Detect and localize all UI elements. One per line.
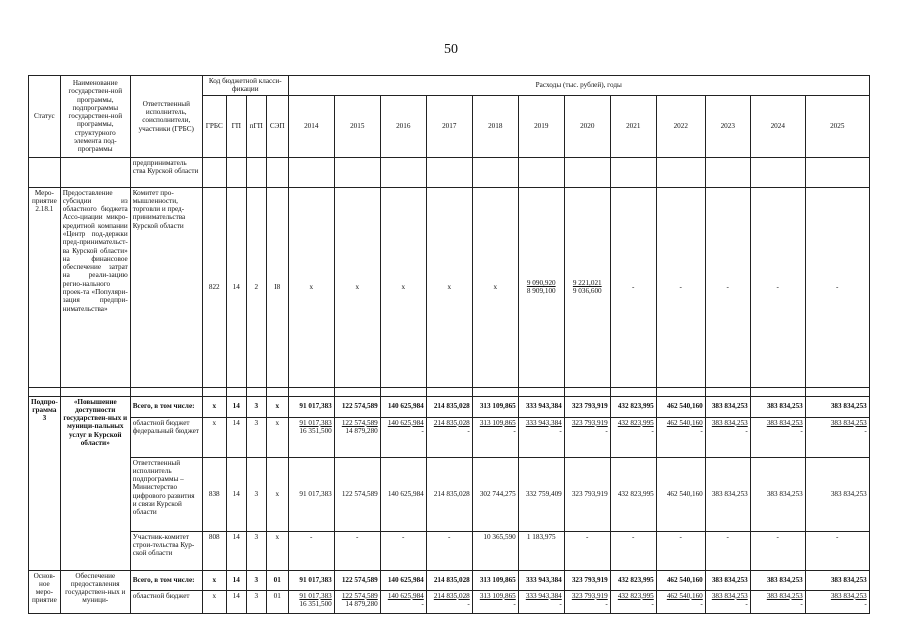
value-cell: 432 823,995 [610, 396, 656, 417]
regional-value: 122 574,589 [341, 418, 378, 427]
value-cell: - [656, 531, 705, 570]
value-cell [610, 417, 656, 457]
header-budget-code: Код бюджетной класси-фикации [202, 76, 288, 96]
value-cell: - [705, 187, 750, 387]
name-cell: Предоставление субсидии из областного бюджета Ассо-циации микро-кредитной компании «Центр под-держки пред-принимательст-ва Курской области» на финансовое обеспечение затрат на реали-зацию регио-нального проек-та «Популяри-зация предпри-нимательства» [60, 187, 130, 387]
table-row-continuation [29, 157, 870, 187]
regional-value: 91 017,383 [299, 418, 332, 427]
regional-value: 462 540,160 [666, 418, 703, 427]
value-cell [656, 590, 705, 613]
value-cell [334, 590, 380, 613]
value-cell: 91 017,383 [288, 457, 334, 531]
header-year: 2015 [334, 95, 380, 157]
regional-value: 383 834,253 [830, 418, 867, 427]
value-cell: 432 823,995 [610, 457, 656, 531]
value-cell: 323 793,919 [564, 396, 610, 417]
federal-value: - [467, 599, 470, 608]
value-cell: x [334, 187, 380, 387]
code-gp: 14 [226, 590, 246, 613]
value-cell: x [380, 187, 426, 387]
value-cell [288, 590, 334, 613]
value-cell: 333 943,384 [518, 570, 564, 590]
federal-value: - [745, 426, 748, 435]
code-gp: 14 [226, 187, 246, 387]
value-cell: - [610, 531, 656, 570]
budget-table [28, 75, 870, 614]
value-cell: 323 793,919 [564, 457, 610, 531]
value-cell [518, 590, 564, 613]
header-year: 2014 [288, 95, 334, 157]
federal-value: - [700, 426, 703, 435]
value-cell-2020 [564, 187, 610, 387]
value-cell [705, 590, 750, 613]
value-cell [805, 417, 869, 457]
value-cell: - [805, 187, 869, 387]
regional-value: 214 835,028 [433, 591, 470, 600]
value-cell: - [750, 531, 805, 570]
federal-value: 16 351,500 [299, 426, 332, 435]
value-cell [426, 590, 472, 613]
code-sep: x [266, 417, 288, 457]
regional-value: 91 017,383 [299, 591, 332, 600]
code-sep: x [266, 457, 288, 531]
value-cell: 313 109,865 [472, 396, 518, 417]
value-cell: - [288, 531, 334, 570]
value-2019-b: 8 909,100 [526, 287, 556, 296]
value-cell: 462 540,160 [656, 570, 705, 590]
table-row-subprogram-3-committee [29, 531, 870, 570]
regional-value: 333 943,384 [525, 418, 562, 427]
regional-value: 462 540,160 [666, 591, 703, 600]
value-cell: 462 540,160 [656, 457, 705, 531]
code-grbs: 838 [202, 457, 226, 531]
code-pgp: 3 [246, 417, 266, 457]
value-cell: 302 744,275 [472, 457, 518, 531]
code-grbs: 808 [202, 531, 226, 570]
code-grbs: x [202, 396, 226, 417]
federal-value: 16 351,500 [299, 599, 332, 608]
executor-cell: Участник-комитет строи-тельства Кур-ской области [130, 531, 202, 570]
table-row-measure-2-18-1 [29, 187, 870, 387]
header-executor: Ответственный исполнитель, соисполнители, участники (ГРБС) [130, 76, 202, 158]
value-cell: - [705, 531, 750, 570]
executor-cell: Всего, в том числе: [130, 396, 202, 417]
header-year: 2018 [472, 95, 518, 157]
federal-value: - [745, 599, 748, 608]
federal-value: - [421, 426, 424, 435]
value-cell: 91 017,383 [288, 396, 334, 417]
header-sep: СЭП [266, 95, 288, 157]
value-cell [288, 417, 334, 457]
value-2019-a: 9 090,920 [526, 278, 556, 287]
code-pgp: 3 [246, 396, 266, 417]
value-cell [564, 417, 610, 457]
code-pgp: 3 [246, 531, 266, 570]
regional-value: 383 834,253 [766, 418, 803, 427]
value-cell: 323 793,919 [564, 570, 610, 590]
regional-value: 214 835,028 [433, 418, 470, 427]
value-cell [334, 417, 380, 457]
federal-value: - [559, 426, 562, 435]
header-year: 2019 [518, 95, 564, 157]
executor-cell: предприниматель ства Курской области [130, 157, 202, 187]
table-row-spacer [29, 387, 870, 396]
federal-value: - [421, 599, 424, 608]
value-cell: - [380, 531, 426, 570]
value-cell: 383 834,253 [805, 396, 869, 417]
value-cell: 1 183,975 [518, 531, 564, 570]
value-cell: 383 834,253 [750, 570, 805, 590]
header-grbs: ГРБС [202, 95, 226, 157]
regional-value: 432 823,995 [617, 591, 654, 600]
value-cell: - [610, 187, 656, 387]
value-cell [472, 590, 518, 613]
value-cell [610, 590, 656, 613]
regional-value: 122 574,589 [341, 591, 378, 600]
value-cell: x [472, 187, 518, 387]
federal-value: - [467, 426, 470, 435]
value-cell: 214 835,028 [426, 570, 472, 590]
code-gp: 14 [226, 570, 246, 590]
value-cell: - [656, 187, 705, 387]
regional-value: 333 943,384 [525, 591, 562, 600]
value-cell: 383 834,253 [705, 570, 750, 590]
value-cell [750, 590, 805, 613]
code-grbs: 822 [202, 187, 226, 387]
value-cell [380, 417, 426, 457]
executor-cell: Всего, в том числе: [130, 570, 202, 590]
federal-value: - [651, 599, 654, 608]
value-cell: 383 834,253 [750, 457, 805, 531]
header-year: 2021 [610, 95, 656, 157]
federal-value: 14 879,280 [345, 426, 378, 435]
value-cell-2019 [518, 187, 564, 387]
value-cell: 122 574,589 [334, 570, 380, 590]
value-cell: x [288, 187, 334, 387]
regional-value: 323 793,919 [571, 418, 608, 427]
federal-value: - [700, 599, 703, 608]
code-pgp: 3 [246, 570, 266, 590]
code-pgp: 3 [246, 590, 266, 613]
federal-value: - [559, 599, 562, 608]
header-pgp: пГП [246, 95, 266, 157]
regional-value: 140 625,984 [387, 591, 424, 600]
code-grbs: x [202, 590, 226, 613]
code-grbs: x [202, 570, 226, 590]
header-year: 2017 [426, 95, 472, 157]
value-cell: 10 365,590 [472, 531, 518, 570]
code-sep: 01 [266, 570, 288, 590]
value-cell: x [426, 187, 472, 387]
value-2020-a: 9 221,021 [572, 278, 602, 287]
value-cell [656, 417, 705, 457]
value-cell: 91 017,383 [288, 570, 334, 590]
value-cell: 462 540,160 [656, 396, 705, 417]
code-gp: 14 [226, 531, 246, 570]
value-cell: - [564, 531, 610, 570]
code-sep: I8 [266, 187, 288, 387]
value-cell [472, 417, 518, 457]
value-cell: - [750, 187, 805, 387]
header-gp: ГП [226, 95, 246, 157]
status-cell: Основ-ное меро-приятие [29, 570, 61, 613]
federal-value: - [605, 599, 608, 608]
value-cell [426, 417, 472, 457]
header-status: Статус [29, 76, 61, 158]
code-sep: x [266, 396, 288, 417]
code-gp: 14 [226, 417, 246, 457]
value-cell: 383 834,253 [805, 457, 869, 531]
header-name: Наименование государствен-ной программы, подпрограммы государствен-ной программы, структурного элемента под-программы [60, 76, 130, 158]
value-cell: 214 835,028 [426, 457, 472, 531]
value-cell: - [426, 531, 472, 570]
header-year: 2023 [705, 95, 750, 157]
value-cell: - [805, 531, 869, 570]
value-cell [805, 590, 869, 613]
value-cell: - [334, 531, 380, 570]
value-cell: 122 574,589 [334, 396, 380, 417]
value-cell [705, 417, 750, 457]
value-cell [380, 590, 426, 613]
regional-value: 313 109,865 [479, 591, 516, 600]
code-pgp: 2 [246, 187, 266, 387]
header-year: 2016 [380, 95, 426, 157]
regional-value: 383 834,253 [830, 591, 867, 600]
code-sep: 01 [266, 590, 288, 613]
header-year: 2022 [656, 95, 705, 157]
table-row-main-measure-total [29, 570, 870, 590]
executor-cell: областной бюджет [130, 590, 202, 613]
regional-value: 383 834,253 [711, 418, 748, 427]
value-cell: 383 834,253 [705, 457, 750, 531]
table-row-subprogram-3-regional [29, 417, 870, 457]
name-cell: Обеспечение предоставления государствен-ных и муници- [60, 570, 130, 613]
value-cell: 332 759,409 [518, 457, 564, 531]
federal-value: - [513, 599, 516, 608]
federal-value: - [605, 426, 608, 435]
regional-value: 383 834,253 [711, 591, 748, 600]
table-row-subprogram-3-total [29, 396, 870, 417]
federal-value: - [800, 599, 803, 608]
executor-cell: Ответственный исполнитель подпрограммы – Министерство цифрового развития и связи Курской области [130, 457, 202, 531]
header-year: 2024 [750, 95, 805, 157]
value-cell: 383 834,253 [705, 396, 750, 417]
federal-value: - [513, 426, 516, 435]
value-cell [750, 417, 805, 457]
table-row-subprogram-3-ministry [29, 457, 870, 531]
status-cell: Подпро-грамма 3 [29, 396, 61, 570]
executor-cell: областной бюджет федеральный бюджет [130, 417, 202, 457]
value-2020-b: 9 036,600 [572, 287, 602, 296]
name-cell: «Повышение доступности государствен-ных и муници-пальных услуг в Курской области» [60, 396, 130, 570]
status-cell: Меро-приятие 2.18.1 [29, 187, 61, 387]
value-cell [564, 590, 610, 613]
code-pgp: 3 [246, 457, 266, 531]
regional-value: 432 823,995 [617, 418, 654, 427]
header-expenses: Расходы (тыс. рублей), годы [288, 76, 869, 96]
value-cell: 140 625,984 [380, 457, 426, 531]
code-sep: x [266, 531, 288, 570]
code-gp: 14 [226, 396, 246, 417]
header-year: 2025 [805, 95, 869, 157]
regional-value: 383 834,253 [766, 591, 803, 600]
value-cell: 432 823,995 [610, 570, 656, 590]
value-cell: 214 835,028 [426, 396, 472, 417]
value-cell: 383 834,253 [805, 570, 869, 590]
executor-cell: Комитет про-мышленности, торговли и пред-принимательства Курской области [130, 187, 202, 387]
value-cell: 313 109,865 [472, 570, 518, 590]
federal-value: - [651, 426, 654, 435]
code-gp: 14 [226, 457, 246, 531]
value-cell: 383 834,253 [750, 396, 805, 417]
header-row-1 [29, 76, 870, 96]
table-row-main-measure-regional [29, 590, 870, 613]
value-cell: 140 625,984 [380, 570, 426, 590]
header-year: 2020 [564, 95, 610, 157]
regional-value: 140 625,984 [387, 418, 424, 427]
code-grbs: x [202, 417, 226, 457]
value-cell: 333 943,384 [518, 396, 564, 417]
federal-value: 14 879,280 [345, 599, 378, 608]
regional-value: 323 793,919 [571, 591, 608, 600]
value-cell [518, 417, 564, 457]
value-cell: 140 625,984 [380, 396, 426, 417]
page-number: 50 [444, 42, 458, 57]
federal-value: - [864, 426, 867, 435]
federal-value: - [864, 599, 867, 608]
value-cell: 122 574,589 [334, 457, 380, 531]
regional-value: 313 109,865 [479, 418, 516, 427]
federal-value: - [800, 426, 803, 435]
